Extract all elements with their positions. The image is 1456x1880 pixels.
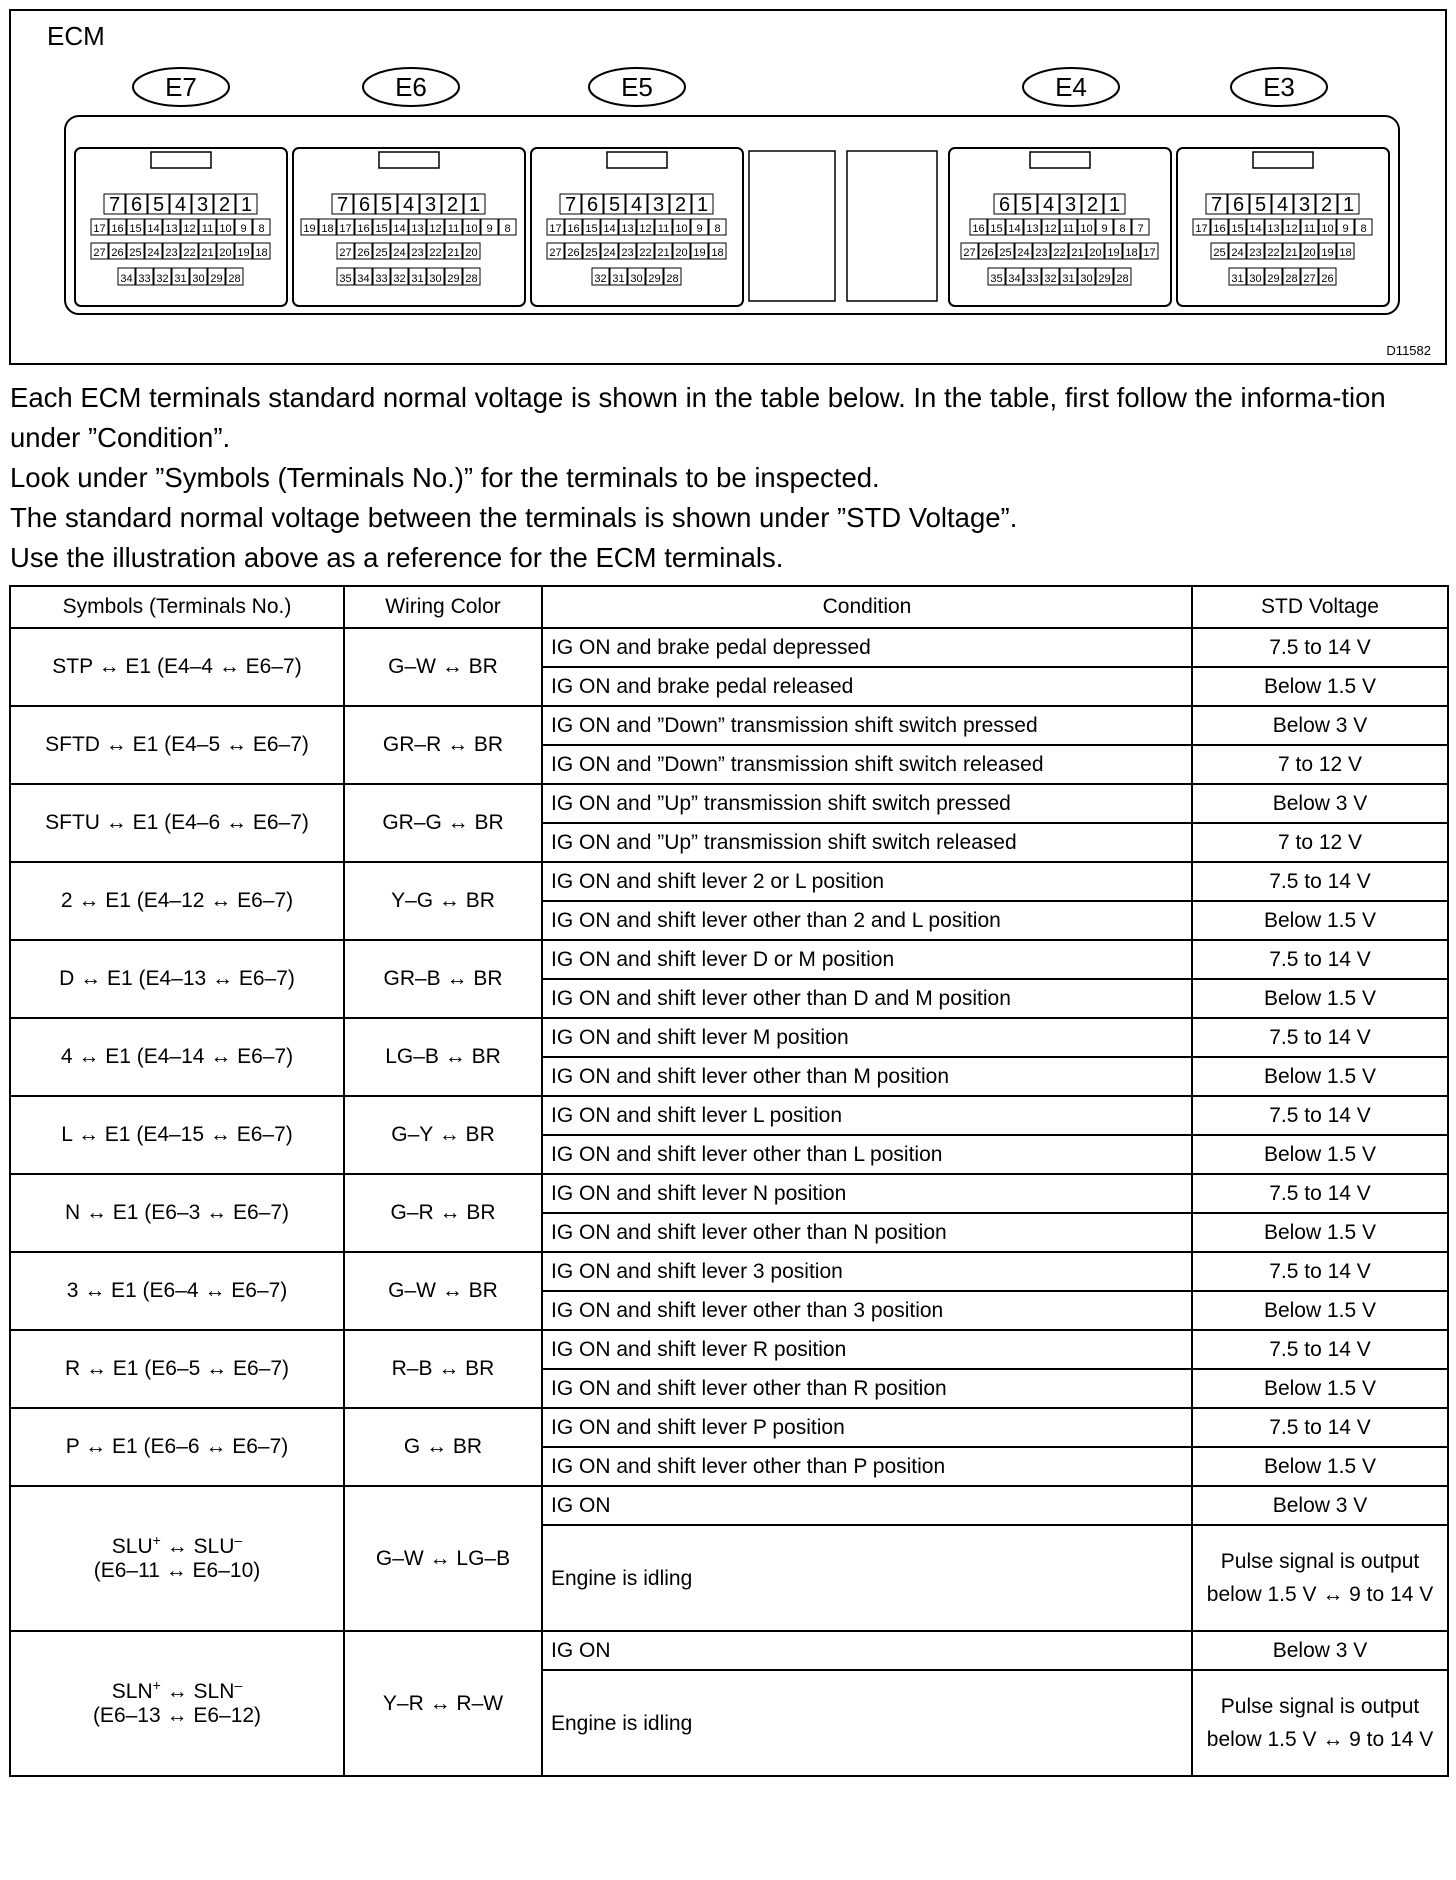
voltage-cell: 7.5 to 14 V	[1192, 1096, 1448, 1135]
terminal-number: 21	[1071, 247, 1084, 259]
terminal-number: 24	[393, 247, 406, 259]
terminal-number: 13	[411, 223, 424, 235]
condition-cell: Engine is idling	[542, 1670, 1192, 1776]
symbol-cell: STP ↔ E1 (E4–4 ↔ E6–7)	[10, 628, 344, 706]
terminal-number: 27	[1303, 273, 1316, 285]
table-row	[10, 1252, 1448, 1291]
voltage-cell: Below 3 V	[1192, 784, 1448, 823]
terminal-number: 18	[1339, 247, 1352, 259]
terminal-number: 23	[1249, 247, 1262, 259]
terminal-number: 28	[1116, 273, 1129, 285]
terminal-number: 9	[1342, 223, 1349, 235]
terminal-number: 2	[1086, 194, 1099, 216]
terminal-number: 14	[1008, 223, 1021, 235]
terminal-number: 33	[1026, 273, 1039, 285]
header-std-voltage: STD Voltage	[1192, 586, 1448, 628]
table-row	[10, 706, 1448, 745]
terminal-number: 17	[1143, 247, 1156, 259]
condition-cell: IG ON and shift lever other than P position	[542, 1447, 1192, 1486]
superscript: –	[234, 1676, 243, 1693]
symbol-text: SLN	[193, 1679, 235, 1703]
terminal-number: 22	[183, 247, 196, 259]
terminal-number: 27	[339, 247, 352, 259]
terminal-number: 3	[652, 194, 665, 216]
terminal-number: 3	[1064, 194, 1077, 216]
terminal-voltage-table	[9, 585, 1449, 1777]
condition-cell: IG ON	[542, 1631, 1192, 1670]
table-row	[10, 628, 1448, 667]
terminal-number: 25	[375, 247, 388, 259]
terminal-number: 19	[1107, 247, 1120, 259]
connector-latch	[1030, 152, 1090, 168]
terminal-number: 13	[1267, 223, 1280, 235]
terminal-number: 8	[1119, 223, 1126, 235]
terminal-number: 18	[255, 247, 268, 259]
terminal-number: 7	[336, 194, 349, 216]
instructions	[10, 378, 1446, 578]
terminal-number: 16	[357, 223, 370, 235]
terminal-number: 18	[321, 223, 334, 235]
symbol-cell: SFTU ↔ E1 (E4–6 ↔ E6–7)	[10, 784, 344, 862]
superscript: –	[234, 1531, 243, 1548]
header-condition: Condition	[542, 586, 1192, 628]
terminal-number: 18	[1125, 247, 1138, 259]
terminal-number: 20	[1303, 247, 1316, 259]
symbol-cell: D ↔ E1 (E4–13 ↔ E6–7)	[10, 940, 344, 1018]
condition-cell: IG ON and shift lever P position	[542, 1408, 1192, 1447]
condition-cell: IG ON and ”Up” transmission shift switch pressed	[542, 784, 1192, 823]
terminal-number: 5	[1254, 194, 1267, 216]
condition-cell: IG ON and ”Down” transmission shift switch pressed	[542, 706, 1192, 745]
wiring-color-cell: LG–B ↔ BR	[344, 1018, 542, 1096]
voltage-cell: 7.5 to 14 V	[1192, 862, 1448, 901]
terminal-number: 21	[201, 247, 214, 259]
condition-cell: IG ON and shift lever other than N position	[542, 1213, 1192, 1252]
terminal-number: 30	[1080, 273, 1093, 285]
terminal-number: 2	[674, 194, 687, 216]
table-row	[10, 1330, 1448, 1369]
terminal-number: 24	[147, 247, 160, 259]
terminal-number: 15	[1231, 223, 1244, 235]
voltage-cell: 7.5 to 14 V	[1192, 940, 1448, 979]
terminal-number: 31	[612, 273, 625, 285]
terminal-number: 30	[429, 273, 442, 285]
terminal-number: 22	[639, 247, 652, 259]
header-symbols: Symbols (Terminals No.)	[10, 586, 344, 628]
terminal-number: 32	[594, 273, 607, 285]
connector-label: E6	[395, 72, 427, 102]
terminal-number: 25	[1213, 247, 1226, 259]
connector-latch	[379, 152, 439, 168]
condition-cell: IG ON and shift lever other than R position	[542, 1369, 1192, 1408]
connector-latch	[1253, 152, 1313, 168]
terminal-number: 8	[714, 223, 721, 235]
symbol-cell	[10, 1486, 344, 1631]
terminal-number: 9	[1101, 223, 1108, 235]
blank-slot	[847, 151, 937, 301]
terminal-number: 7	[1137, 223, 1144, 235]
terminal-number: 6	[998, 194, 1011, 216]
condition-cell: IG ON and shift lever other than 3 position	[542, 1291, 1192, 1330]
condition-cell: Engine is idling	[542, 1525, 1192, 1631]
terminal-number: 16	[972, 223, 985, 235]
terminal-number: 32	[156, 273, 169, 285]
terminal-number: 7	[1210, 194, 1223, 216]
connector-label: E5	[621, 72, 653, 102]
wiring-color-cell: Y–G ↔ BR	[344, 862, 542, 940]
terminal-number: 23	[411, 247, 424, 259]
terminal-number: 24	[603, 247, 616, 259]
terminal-number: 14	[393, 223, 406, 235]
terminal-numbers: (E6–11 ↔ E6–10)	[93, 1558, 261, 1582]
symbol-cell	[10, 1631, 344, 1776]
terminal-number: 21	[447, 247, 460, 259]
wiring-color-cell: G ↔ BR	[344, 1408, 542, 1486]
instruction-line: Each ECM terminals standard normal voltage is shown in the table below. In the table, first follow the informa-tion under ”Condition”.	[10, 382, 1386, 453]
terminal-number: 25	[129, 247, 142, 259]
terminal-number: 1	[696, 194, 709, 216]
terminal-number: 29	[447, 273, 460, 285]
terminal-number: 4	[174, 194, 187, 216]
terminal-number: 6	[1232, 194, 1245, 216]
terminal-number: 6	[358, 194, 371, 216]
voltage-cell: Below 1.5 V	[1192, 901, 1448, 940]
voltage-cell: Below 1.5 V	[1192, 1447, 1448, 1486]
figure-id: D11582	[1386, 343, 1431, 358]
terminal-number: 15	[585, 223, 598, 235]
terminal-number: 21	[1285, 247, 1298, 259]
terminal-number: 6	[130, 194, 143, 216]
voltage-cell: Below 1.5 V	[1192, 1291, 1448, 1330]
symbol-cell: N ↔ E1 (E6–3 ↔ E6–7)	[10, 1174, 344, 1252]
terminal-number: 1	[468, 194, 481, 216]
condition-cell: IG ON and brake pedal depressed	[542, 628, 1192, 667]
terminal-number: 11	[1062, 223, 1075, 235]
terminal-number: 10	[1080, 223, 1093, 235]
terminal-number: 15	[129, 223, 142, 235]
voltage-cell: 7 to 12 V	[1192, 745, 1448, 784]
terminal-number: 2	[218, 194, 231, 216]
condition-cell: IG ON and shift lever D or M position	[542, 940, 1192, 979]
ecm-housing	[65, 116, 1399, 314]
wiring-color-cell: G–Y ↔ BR	[344, 1096, 542, 1174]
terminal-number: 26	[1321, 273, 1334, 285]
voltage-cell: 7.5 to 14 V	[1192, 628, 1448, 667]
blank-slot	[749, 151, 835, 301]
terminal-number: 14	[1249, 223, 1262, 235]
terminal-number: 5	[608, 194, 621, 216]
terminal-number: 28	[228, 273, 241, 285]
condition-cell: IG ON and shift lever 3 position	[542, 1252, 1192, 1291]
symbol-cell: P ↔ E1 (E6–6 ↔ E6–7)	[10, 1408, 344, 1486]
terminal-number: 30	[630, 273, 643, 285]
ecm-title: ECM	[47, 21, 105, 51]
terminal-number: 19	[693, 247, 706, 259]
condition-cell: IG ON and shift lever other than M position	[542, 1057, 1192, 1096]
terminal-numbers: (E6–13 ↔ E6–12)	[92, 1703, 262, 1727]
arrow: ↔	[166, 1534, 188, 1558]
terminal-number: 28	[666, 273, 679, 285]
terminal-number: 27	[93, 247, 106, 259]
terminal-number: 28	[465, 273, 478, 285]
terminal-number: 8	[1360, 223, 1367, 235]
terminal-number: 24	[1231, 247, 1244, 259]
voltage-cell: Below 1.5 V	[1192, 667, 1448, 706]
terminal-number: 20	[465, 247, 478, 259]
terminal-number: 33	[138, 273, 151, 285]
terminal-number: 13	[621, 223, 634, 235]
connector-latch	[151, 152, 211, 168]
terminal-number: 19	[303, 223, 316, 235]
terminal-number: 9	[696, 223, 703, 235]
table-row	[10, 1408, 1448, 1447]
ecm-connector-figure	[11, 11, 1445, 363]
terminal-number: 19	[1321, 247, 1334, 259]
table-header-row	[10, 586, 1448, 628]
terminal-number: 12	[429, 223, 442, 235]
terminal-number: 27	[549, 247, 562, 259]
voltage-cell: 7.5 to 14 V	[1192, 1174, 1448, 1213]
terminal-number: 25	[585, 247, 598, 259]
voltage-cell: Below 3 V	[1192, 1486, 1448, 1525]
terminal-number: 12	[1044, 223, 1057, 235]
superscript: +	[152, 1531, 161, 1548]
wiring-color-cell: R–B ↔ BR	[344, 1330, 542, 1408]
terminal-number: 26	[981, 247, 994, 259]
terminal-number: 16	[111, 223, 124, 235]
terminal-number: 29	[1098, 273, 1111, 285]
connector-latch	[607, 152, 667, 168]
terminal-number: 5	[1020, 194, 1033, 216]
wiring-color-cell: G–W ↔ BR	[344, 628, 542, 706]
terminal-number: 11	[201, 223, 214, 235]
header-wiring-color: Wiring Color	[344, 586, 542, 628]
terminal-number: 6	[586, 194, 599, 216]
terminal-number: 2	[1320, 194, 1333, 216]
terminal-number: 12	[183, 223, 196, 235]
terminal-number: 1	[1108, 194, 1121, 216]
terminal-number: 20	[219, 247, 232, 259]
voltage-cell: Below 1.5 V	[1192, 1213, 1448, 1252]
terminal-number: 30	[1249, 273, 1262, 285]
terminal-number: 7	[108, 194, 121, 216]
terminal-number: 3	[196, 194, 209, 216]
connector-label: E7	[165, 72, 197, 102]
wiring-color-cell: G–W ↔ BR	[344, 1252, 542, 1330]
table-row	[10, 1018, 1448, 1057]
terminal-number: 7	[564, 194, 577, 216]
voltage-cell: Below 1.5 V	[1192, 1057, 1448, 1096]
terminal-number: 1	[1342, 194, 1355, 216]
table-body	[10, 628, 1448, 1776]
terminal-number: 5	[380, 194, 393, 216]
connector-label: E4	[1055, 72, 1087, 102]
terminal-number: 14	[603, 223, 616, 235]
terminal-number: 31	[174, 273, 187, 285]
terminal-number: 26	[111, 247, 124, 259]
table-row	[10, 1631, 1448, 1670]
terminal-number: 34	[357, 273, 370, 285]
terminal-number: 9	[240, 223, 247, 235]
arrow: ↔	[166, 1679, 188, 1703]
condition-cell: IG ON and shift lever M position	[542, 1018, 1192, 1057]
terminal-number: 11	[1303, 223, 1316, 235]
terminal-number: 15	[375, 223, 388, 235]
terminal-number: 23	[621, 247, 634, 259]
instruction-line: Use the illustration above as a reference for the ECM terminals.	[10, 542, 784, 573]
instruction-line: The standard normal voltage between the terminals is shown under ”STD Voltage”.	[10, 502, 1018, 533]
terminal-number: 3	[1298, 194, 1311, 216]
terminal-number: 20	[1089, 247, 1102, 259]
symbol-cell: L ↔ E1 (E4–15 ↔ E6–7)	[10, 1096, 344, 1174]
symbol-text: SLN	[111, 1679, 153, 1703]
terminal-number: 13	[1026, 223, 1039, 235]
terminal-number: 29	[1267, 273, 1280, 285]
table-row	[10, 1174, 1448, 1213]
symbol-text: SLU	[193, 1534, 235, 1558]
voltage-cell: Pulse signal is output below 1.5 V ↔ 9 to 14 V	[1192, 1670, 1448, 1776]
terminal-number: 2	[446, 194, 459, 216]
terminal-number: 4	[1276, 194, 1289, 216]
voltage-cell: 7.5 to 14 V	[1192, 1330, 1448, 1369]
terminal-number: 17	[339, 223, 352, 235]
terminal-number: 8	[258, 223, 265, 235]
terminal-number: 4	[402, 194, 415, 216]
terminal-number: 34	[120, 273, 133, 285]
terminal-number: 8	[504, 223, 511, 235]
voltage-cell: 7.5 to 14 V	[1192, 1252, 1448, 1291]
symbol-cell: R ↔ E1 (E6–5 ↔ E6–7)	[10, 1330, 344, 1408]
terminal-number: 4	[1042, 194, 1055, 216]
terminal-number: 3	[424, 194, 437, 216]
connector-label: E3	[1263, 72, 1295, 102]
terminal-number: 26	[357, 247, 370, 259]
condition-cell: IG ON	[542, 1486, 1192, 1525]
terminal-number: 23	[165, 247, 178, 259]
terminal-number: 35	[339, 273, 352, 285]
terminal-number: 22	[429, 247, 442, 259]
wiring-color-cell: GR–G ↔ BR	[344, 784, 542, 862]
terminal-number: 16	[567, 223, 580, 235]
superscript: +	[152, 1676, 161, 1693]
symbol-cell: 4 ↔ E1 (E4–14 ↔ E6–7)	[10, 1018, 344, 1096]
symbol-text: SLU	[111, 1534, 153, 1558]
voltage-cell: Below 1.5 V	[1192, 1369, 1448, 1408]
voltage-cell: 7.5 to 14 V	[1192, 1018, 1448, 1057]
terminal-number: 31	[411, 273, 424, 285]
terminal-number: 26	[567, 247, 580, 259]
terminal-number: 12	[639, 223, 652, 235]
terminal-number: 17	[93, 223, 106, 235]
voltage-cell: 7.5 to 14 V	[1192, 1408, 1448, 1447]
terminal-number: 17	[549, 223, 562, 235]
terminal-number: 24	[1017, 247, 1030, 259]
symbol-cell: SFTD ↔ E1 (E4–5 ↔ E6–7)	[10, 706, 344, 784]
terminal-number: 18	[711, 247, 724, 259]
voltage-cell: 7 to 12 V	[1192, 823, 1448, 862]
terminal-number: 30	[192, 273, 205, 285]
terminal-number: 11	[657, 223, 670, 235]
condition-cell: IG ON and ”Down” transmission shift switch released	[542, 745, 1192, 784]
terminal-number: 10	[675, 223, 688, 235]
terminal-number: 10	[219, 223, 232, 235]
condition-cell: IG ON and shift lever other than L position	[542, 1135, 1192, 1174]
voltage-cell: Below 1.5 V	[1192, 1135, 1448, 1174]
terminal-number: 12	[1285, 223, 1298, 235]
terminal-number: 28	[1285, 273, 1298, 285]
terminal-number: 23	[1035, 247, 1048, 259]
table-row	[10, 784, 1448, 823]
terminal-number: 21	[657, 247, 670, 259]
terminal-number: 32	[393, 273, 406, 285]
terminal-number: 13	[165, 223, 178, 235]
terminal-number: 17	[1195, 223, 1208, 235]
voltage-cell: Pulse signal is output below 1.5 V ↔ 9 to 14 V	[1192, 1525, 1448, 1631]
condition-cell: IG ON and shift lever L position	[542, 1096, 1192, 1135]
voltage-cell: Below 3 V	[1192, 1631, 1448, 1670]
terminal-number: 9	[486, 223, 493, 235]
terminal-number: 29	[648, 273, 661, 285]
terminal-number: 35	[990, 273, 1003, 285]
terminal-number: 16	[1213, 223, 1226, 235]
terminal-number: 29	[210, 273, 223, 285]
voltage-cell: Below 1.5 V	[1192, 979, 1448, 1018]
condition-cell: IG ON and shift lever other than D and M position	[542, 979, 1192, 1018]
terminal-number: 33	[375, 273, 388, 285]
condition-cell: IG ON and shift lever R position	[542, 1330, 1192, 1369]
voltage-cell: Below 3 V	[1192, 706, 1448, 745]
terminal-number: 4	[630, 194, 643, 216]
condition-cell: IG ON and shift lever N position	[542, 1174, 1192, 1213]
condition-cell: IG ON and shift lever 2 or L position	[542, 862, 1192, 901]
terminal-number: 34	[1008, 273, 1021, 285]
condition-cell: IG ON and ”Up” transmission shift switch released	[542, 823, 1192, 862]
terminal-number: 5	[152, 194, 165, 216]
terminal-number: 31	[1062, 273, 1075, 285]
terminal-number: 27	[963, 247, 976, 259]
condition-cell: IG ON and brake pedal released	[542, 667, 1192, 706]
wiring-color-cell: Y–R ↔ R–W	[344, 1631, 542, 1776]
terminal-number: 10	[1321, 223, 1334, 235]
terminal-number: 32	[1044, 273, 1057, 285]
wiring-color-cell: GR–R ↔ BR	[344, 706, 542, 784]
terminal-number: 25	[999, 247, 1012, 259]
terminal-number: 10	[465, 223, 478, 235]
table-row	[10, 1486, 1448, 1525]
instruction-line: Look under ”Symbols (Terminals No.)” for the terminals to be inspected.	[10, 462, 880, 493]
terminal-number: 22	[1053, 247, 1066, 259]
table-row	[10, 940, 1448, 979]
wiring-color-cell: G–W ↔ LG–B	[344, 1486, 542, 1631]
wiring-color-cell: G–R ↔ BR	[344, 1174, 542, 1252]
symbol-cell: 2 ↔ E1 (E4–12 ↔ E6–7)	[10, 862, 344, 940]
terminal-number: 14	[147, 223, 160, 235]
terminal-number: 20	[675, 247, 688, 259]
wiring-color-cell: GR–B ↔ BR	[344, 940, 542, 1018]
terminal-number: 31	[1231, 273, 1244, 285]
table-row	[10, 1096, 1448, 1135]
symbol-cell: 3 ↔ E1 (E6–4 ↔ E6–7)	[10, 1252, 344, 1330]
terminal-number: 22	[1267, 247, 1280, 259]
table-row	[10, 862, 1448, 901]
terminal-number: 19	[237, 247, 250, 259]
terminal-number: 11	[447, 223, 460, 235]
ecm-connector-diagram	[9, 9, 1447, 365]
terminal-number: 1	[240, 194, 253, 216]
terminal-number: 15	[990, 223, 1003, 235]
condition-cell: IG ON and shift lever other than 2 and L position	[542, 901, 1192, 940]
